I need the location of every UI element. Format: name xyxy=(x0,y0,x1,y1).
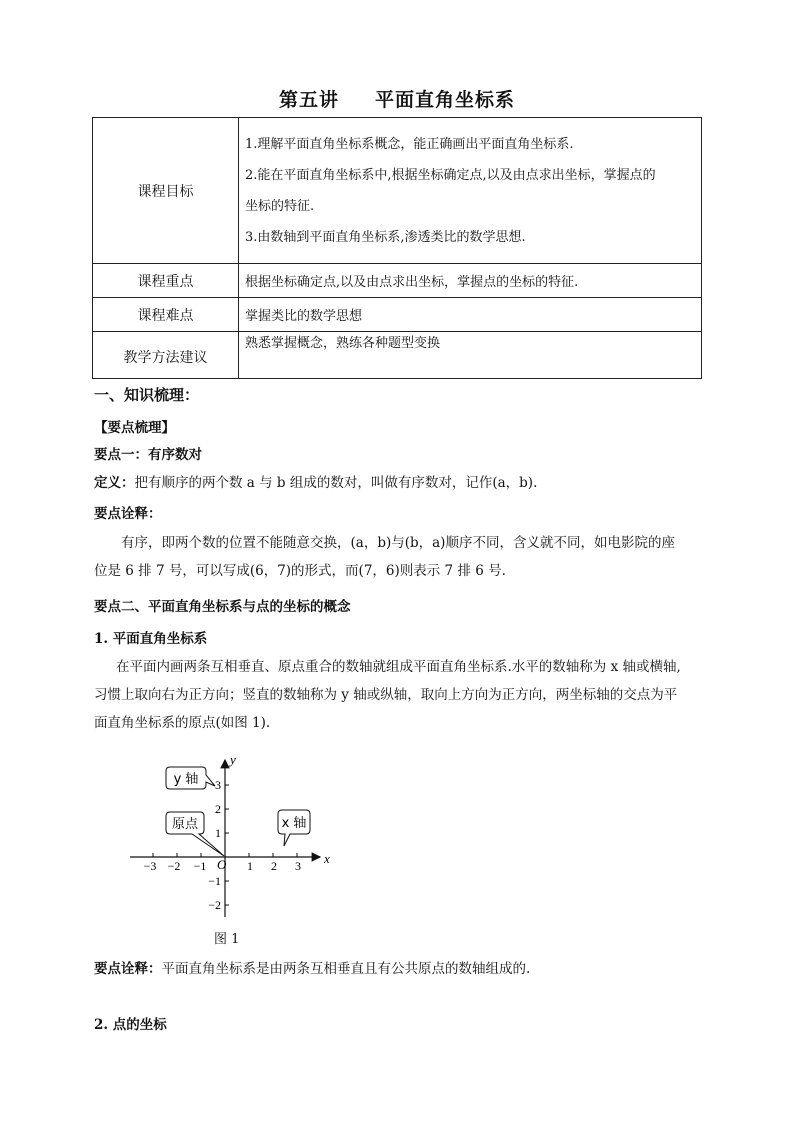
note-line: 位是 6 排 7 号，可以写成(6，7)的形式，而(7，6)则表示 7 排 6 号. xyxy=(94,563,506,579)
note2-text: 平面直角坐标系是由两条互相垂直且有公共原点的数轴组成的. xyxy=(161,961,531,977)
point1-title: 要点一：有序数对 xyxy=(94,447,202,463)
key-content: 根据坐标确定点,以及由点求出坐标，掌握点的坐标的特征. xyxy=(239,264,702,298)
table-row xyxy=(93,264,702,298)
goal-label: 课程目标 xyxy=(93,118,239,264)
note-line: 有序，即两个数的位置不能随意交换，(a，b)与(b，a)顺序不同，含义就不同，如电影院的座 xyxy=(121,535,675,551)
x-axis-label: x xyxy=(324,851,330,866)
point2-title: 要点二、平面直角坐标系与点的坐标的概念 xyxy=(94,599,351,615)
note2 xyxy=(94,957,704,977)
y-tick-label: 1 xyxy=(215,826,221,840)
key-label: 课程重点 xyxy=(93,264,239,298)
table-row xyxy=(93,118,702,264)
sub2-title: 2. 点的坐标 xyxy=(94,1017,167,1033)
x-tick-label: −2 xyxy=(167,859,181,873)
y-axis-label: y xyxy=(230,752,236,767)
note-paragraph xyxy=(94,529,704,585)
y-tick-label: −1 xyxy=(208,874,221,888)
method-label: 教学方法建议 xyxy=(93,332,239,379)
origin-label: O xyxy=(217,857,227,872)
y-callout-text: y 轴 xyxy=(173,772,199,787)
section-heading: 一、知识梳理： xyxy=(94,386,200,404)
figure-caption: 图 1 xyxy=(214,932,240,947)
coordinate-system-diagram xyxy=(120,752,340,927)
sub1-line: 面直角坐标系的原点(如图 1). xyxy=(94,715,271,731)
sub1-line: 习惯上取向右为正方向；竖直的数轴称为 y 轴或纵轴，取向上方向为正方向，两坐标轴的交点为平 xyxy=(94,687,678,703)
page-title xyxy=(0,85,794,112)
note-label: 要点诠释： xyxy=(94,506,162,522)
sub1-paragraph xyxy=(94,653,704,737)
difficulty-content: 掌握类比的数学思想 xyxy=(239,298,702,332)
x-tick-label: 3 xyxy=(295,859,301,873)
y-tick-label: 2 xyxy=(215,802,221,816)
goal-item: 3.由数轴到平面直角坐标系,渗透类比的数学思想. xyxy=(245,229,526,245)
coordinate-figure xyxy=(120,752,340,927)
definition-text: 把有顺序的两个数 a 与 b 组成的数对，叫做有序数对，记作(a，b). xyxy=(134,475,538,491)
subheading: 【要点梳理】 xyxy=(94,420,175,436)
table-row xyxy=(93,298,702,332)
x-tick-label: 2 xyxy=(271,859,277,873)
x-callout-text: x 轴 xyxy=(281,816,307,831)
goal-item: 1.理解平面直角坐标系概念，能正确画出平面直角坐标系. xyxy=(245,136,574,152)
note2-label: 要点诠释： xyxy=(94,961,162,977)
y-axis-callout xyxy=(166,767,215,789)
lecture-number: 第五讲 xyxy=(278,89,339,111)
lecture-topic: 平面直角坐标系 xyxy=(375,89,516,111)
x-axis-callout xyxy=(278,810,310,846)
y-tick-label: 3 xyxy=(215,778,221,792)
x-tick-label: −3 xyxy=(143,859,157,873)
difficulty-label: 课程难点 xyxy=(93,298,239,332)
definition-label: 定义： xyxy=(94,475,135,491)
table-row xyxy=(93,332,702,379)
sub1-title: 1. 平面直角坐标系 xyxy=(94,631,208,647)
x-tick-label: 1 xyxy=(247,859,253,873)
goal-item: 2.能在平面直角坐标系中,根据坐标确定点,以及由点求出坐标，掌握点的 xyxy=(245,167,656,183)
y-tick-label: −2 xyxy=(208,898,221,912)
goal-content xyxy=(239,118,702,264)
definition xyxy=(94,471,704,491)
x-tick-label: −1 xyxy=(193,859,207,873)
method-content: 熟悉掌握概念，熟练各种题型变换 xyxy=(239,332,702,379)
goal-item: 坐标的特征. xyxy=(245,198,315,214)
course-info-table xyxy=(92,117,702,379)
sub1-line: 在平面内画两条互相垂直、原点重合的数轴就组成平面直角坐标系.水平的数轴称为 x 轴或横轴, xyxy=(116,659,681,675)
origin-callout-text: 原点 xyxy=(171,817,199,832)
